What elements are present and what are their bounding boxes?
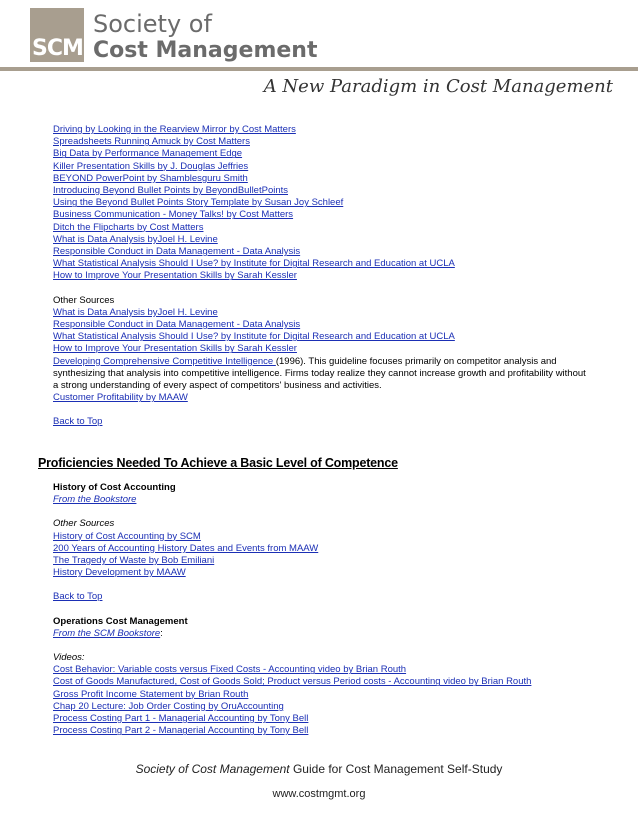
operations-bookstore-line bbox=[53, 628, 613, 640]
tagline: A New Paradigm in Cost Management bbox=[263, 76, 613, 97]
video-link[interactable]: Chap 20 Lecture: Job Order Costing by OruAccounting bbox=[53, 700, 284, 712]
competitive-intelligence-entry bbox=[53, 356, 613, 368]
back-to-top-link[interactable]: Back to Top bbox=[53, 591, 103, 603]
competitive-intelligence-link[interactable]: Developing Comprehensive Competitive Intelligence bbox=[53, 355, 276, 367]
video-link[interactable]: Process Costing Part 2 - Managerial Accounting by Tony Bell bbox=[53, 725, 309, 737]
history-link[interactable]: History Development by MAAW bbox=[53, 567, 186, 579]
section-heading: Proficiencies Needed To Achieve a Basic Level of Competence bbox=[38, 456, 398, 470]
other-source-link[interactable]: What is Data Analysis byJoel H. Levine bbox=[53, 306, 218, 318]
org-name-line1: Society of bbox=[93, 10, 212, 38]
history-other-sources-label: Other Sources bbox=[53, 518, 115, 530]
history-link[interactable]: History of Cost Accounting by SCM bbox=[53, 530, 201, 542]
competitive-text-3: a strong understanding of every aspect of competitors' business and activities. bbox=[53, 380, 382, 392]
proficiencies-section bbox=[53, 482, 613, 737]
competitive-text-1: (1996). This guideline focuses primarily on competitor analysis and bbox=[275, 355, 557, 367]
operations-title: Operations Cost Management bbox=[53, 615, 188, 627]
video-link[interactable]: Cost of Goods Manufactured, Cost of Goods Sold; Product versus Period costs - Accounting video by Brian Routh bbox=[53, 676, 532, 688]
back-to-top-link[interactable]: Back to Top bbox=[53, 416, 103, 428]
resource-list bbox=[53, 124, 613, 429]
history-link[interactable]: The Tragedy of Waste by Bob Emiliani bbox=[53, 555, 215, 567]
other-source-link[interactable]: What Statistical Analysis Should I Use? by Institute for Digital Research and Education at UCLA bbox=[53, 331, 455, 343]
resource-link[interactable]: Ditch the Flipcharts by Cost Matters bbox=[53, 221, 204, 233]
resource-link[interactable]: BEYOND PowerPoint by Shamblesguru Smith bbox=[53, 172, 248, 184]
resource-link[interactable]: Business Communication - Money Talks! by Cost Matters bbox=[53, 209, 294, 221]
competitive-text-2: synthesizing that analysis into competitive intelligence. Firms today realize they cannot increase growth and profitability without bbox=[53, 367, 586, 379]
resource-link[interactable]: How to Improve Your Presentation Skills by Sarah Kessler bbox=[53, 270, 297, 282]
other-sources-label: Other Sources bbox=[53, 294, 115, 306]
video-link[interactable]: Process Costing Part 1 - Managerial Accounting by Tony Bell bbox=[53, 713, 309, 725]
video-link[interactable]: Cost Behavior: Variable costs versus Fixed Costs - Accounting video by Brian Routh bbox=[53, 664, 407, 676]
other-source-link[interactable]: How to Improve Your Presentation Skills by Sarah Kessler bbox=[53, 343, 297, 355]
footer-guide-line bbox=[0, 762, 638, 776]
customer-profitability-link[interactable]: Customer Profitability by MAAW bbox=[53, 392, 188, 404]
videos-label: Videos: bbox=[53, 652, 85, 664]
footer-guide-text: Guide for Cost Management Self-Study bbox=[289, 762, 503, 776]
footer-url: www.costmgmt.org bbox=[272, 788, 366, 800]
resource-link[interactable]: Spreadsheets Running Amuck by Cost Matters bbox=[53, 136, 250, 148]
resource-link[interactable]: Responsible Conduct in Data Management - Data Analysis bbox=[53, 246, 301, 258]
scm-logo bbox=[30, 8, 84, 62]
bookstore-colon: : bbox=[160, 627, 163, 639]
video-link[interactable]: Gross Profit Income Statement by Brian Routh bbox=[53, 688, 249, 700]
resource-link[interactable]: Introducing Beyond Bullet Points by BeyondBulletPoints bbox=[53, 185, 289, 197]
history-link[interactable]: 200 Years of Accounting History Dates and Events from MAAW bbox=[53, 542, 319, 554]
resource-link[interactable]: What Statistical Analysis Should I Use? by Institute for Digital Research and Education at UCLA bbox=[53, 258, 455, 270]
resource-link[interactable]: Using the Beyond Bullet Points Story Template by Susan Joy Schleef bbox=[53, 197, 344, 209]
resource-link[interactable]: Killer Presentation Skills by J. Douglas Jeffries bbox=[53, 160, 249, 172]
resource-link[interactable]: Big Data by Performance Management Edge bbox=[53, 148, 243, 160]
logo-text: SCM bbox=[32, 36, 83, 61]
org-name-line2: Cost Management bbox=[93, 38, 318, 63]
history-title: History of Cost Accounting bbox=[53, 482, 176, 493]
header-divider bbox=[0, 67, 638, 71]
resource-link[interactable]: What is Data Analysis byJoel H. Levine bbox=[53, 233, 218, 245]
history-bookstore-link[interactable]: From the Bookstore bbox=[53, 494, 137, 506]
page-header bbox=[0, 0, 638, 110]
other-source-link[interactable]: Responsible Conduct in Data Management - Data Analysis bbox=[53, 319, 301, 331]
operations-bookstore-link[interactable]: From the SCM Bookstore bbox=[53, 627, 161, 639]
footer-org-name: Society of Cost Management bbox=[135, 762, 290, 776]
resource-link[interactable]: Driving by Looking in the Rearview Mirror by Cost Matters bbox=[53, 124, 296, 135]
